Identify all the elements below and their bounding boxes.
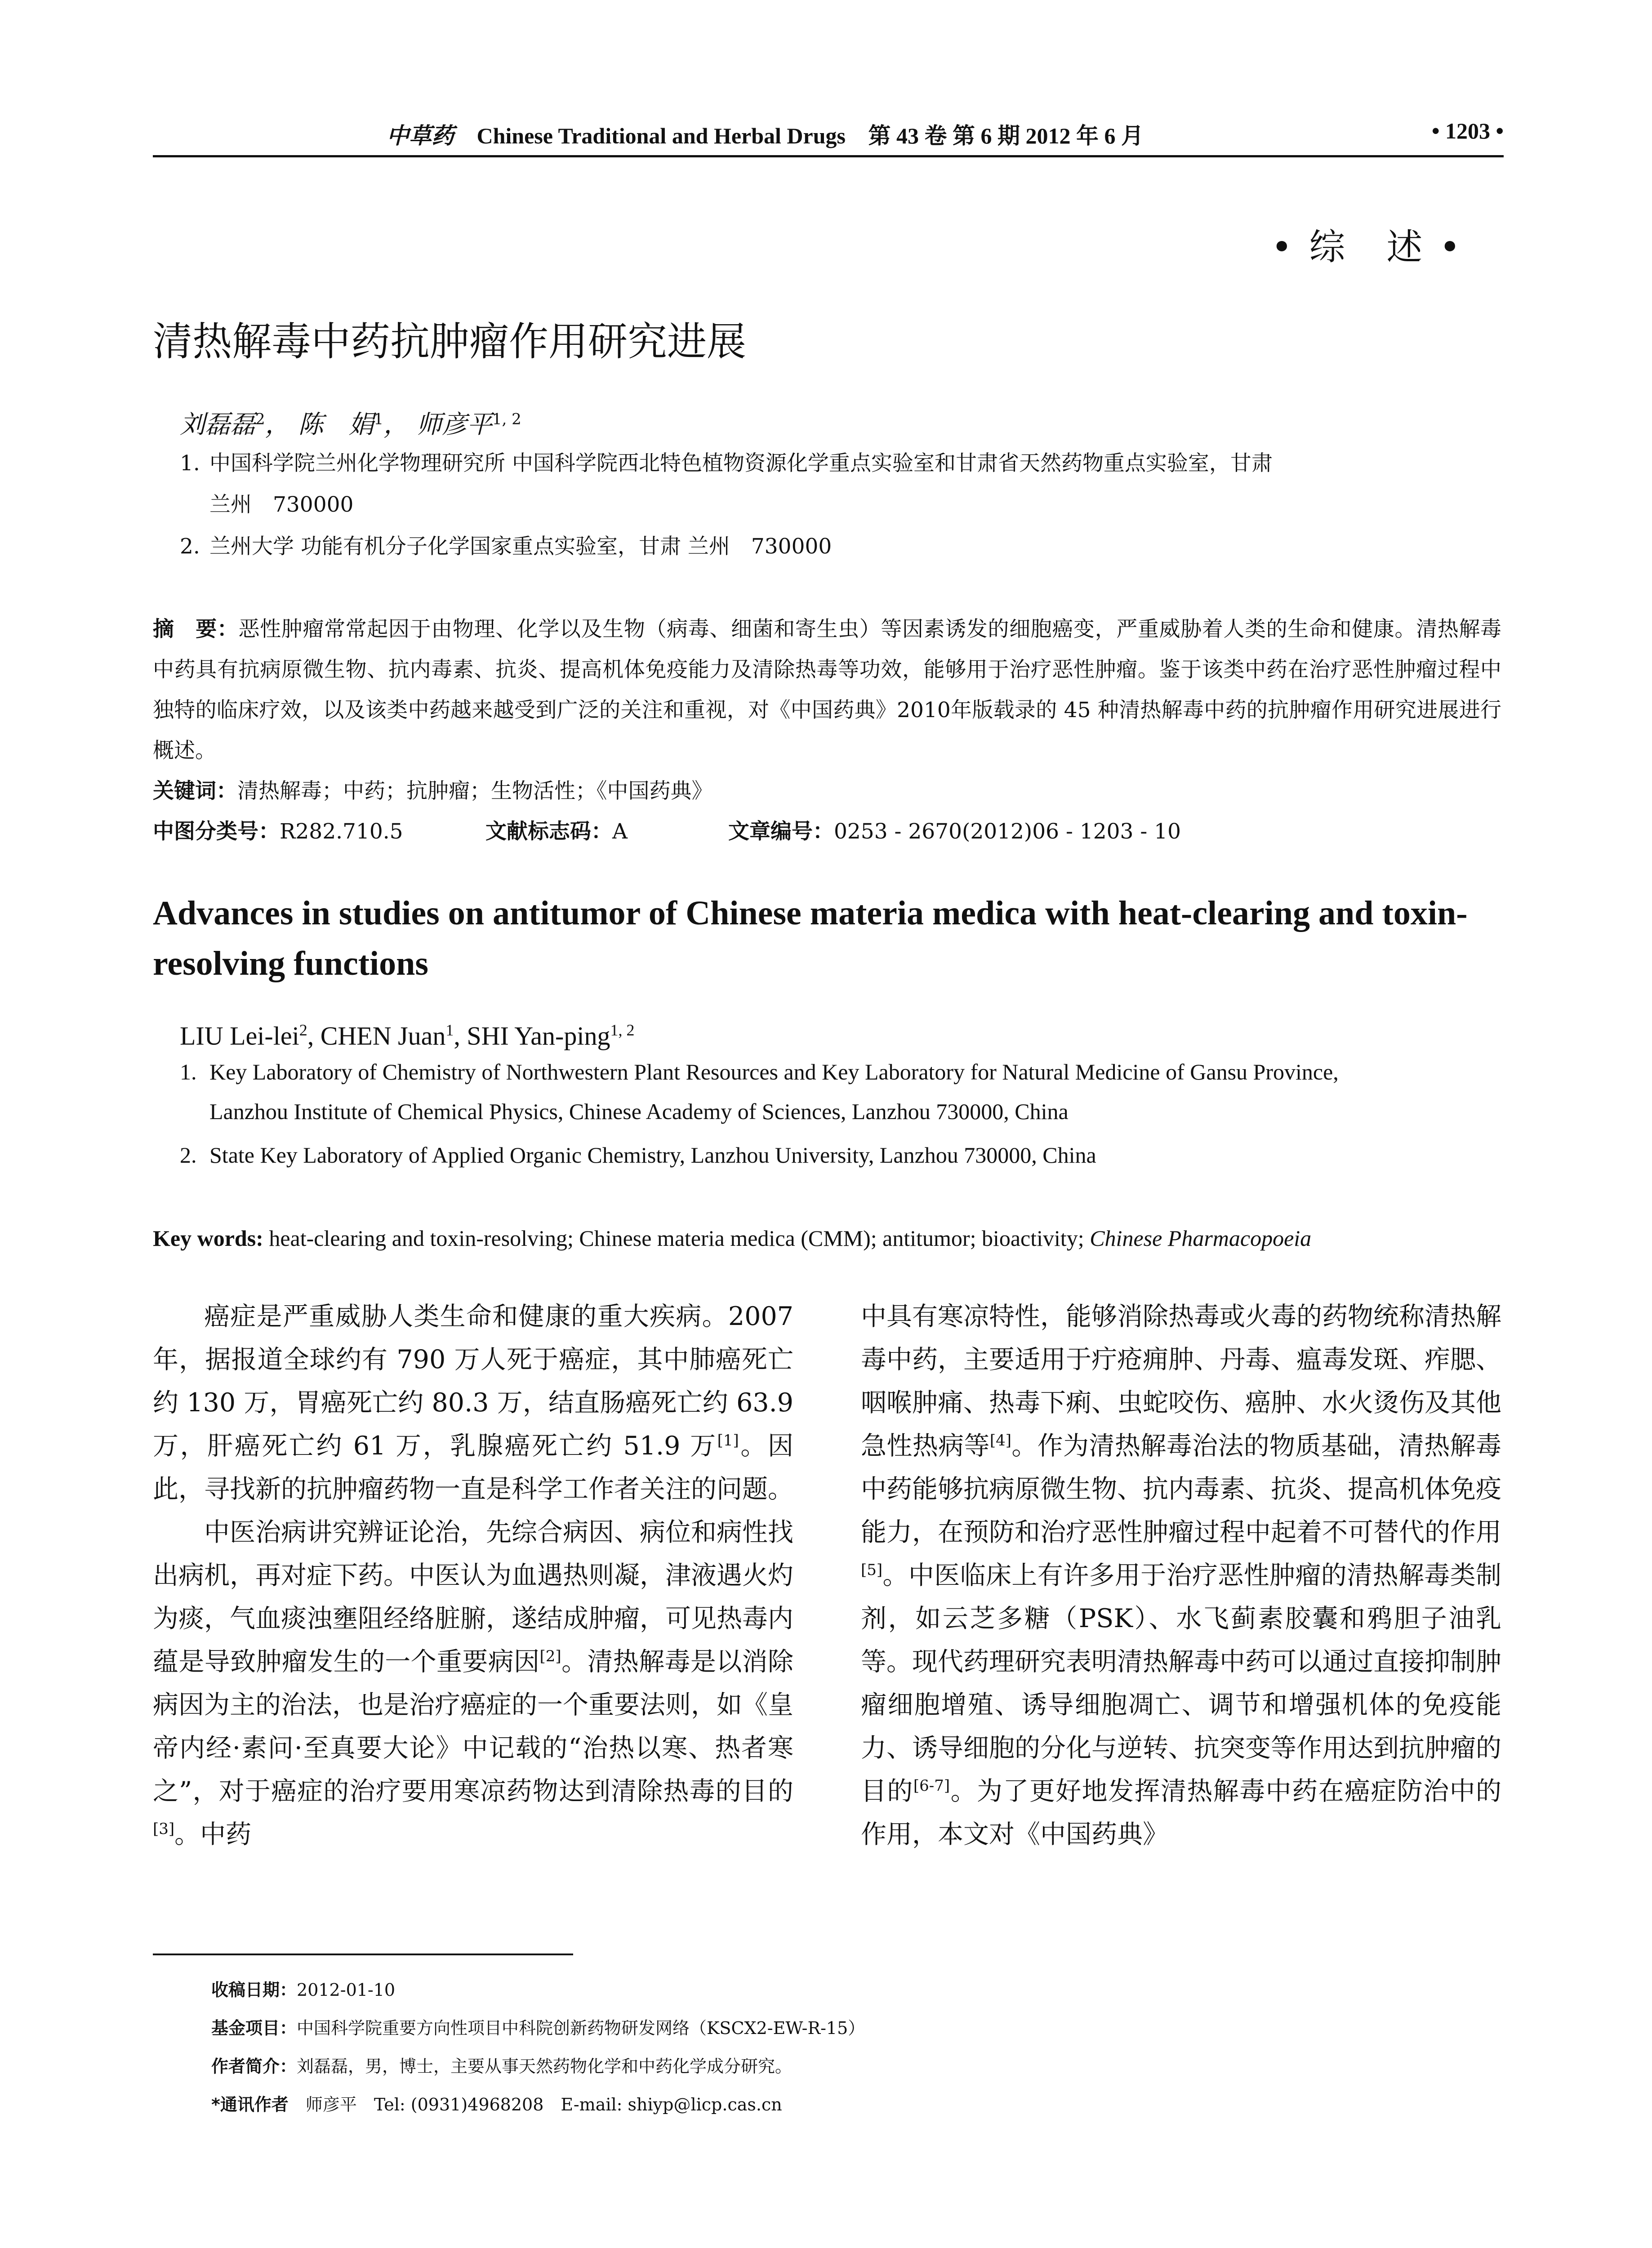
author-sup: 2 (299, 1021, 307, 1039)
footnote-funding: 基金项目：中国科学院重要方向性项目中科院创新药物研发网络（KSCX2-EW-R-15） (211, 2018, 865, 2038)
author-sup: 1, 2 (492, 410, 521, 428)
authors-en: LIU Lei-lei$^2$, CHEN Juan$^1$, SHI Yan-ping$^{1, 2}$ (180, 1021, 635, 1051)
affiliation-text: 中国科学院兰州化学物理研究所 中国科学院西北特色植物资源化学重点实验室和甘肃省天然药物重点实验室，甘肃 (209, 451, 1273, 476)
abstract-cn (153, 609, 1501, 771)
body-paragraph: 癌症是严重威胁人类生命和健康的重大疾病。2007 年，据报道全球约有 790 万人死于癌症，其中肺癌死亡约 130 万，胃癌死亡约 80.3 万，结直肠癌死亡约 63.9 万，肝癌死亡约 61 万，乳腺癌死亡约 51.9 万[1]。因此，寻找新的抗肿瘤药物一直是科学工作者关注的问题。 (153, 1302, 794, 1504)
classification-line (153, 812, 1501, 852)
affiliation-number: 2. (180, 534, 200, 559)
body-paragraph: 中医治病讲究辨证论治，先综合病因、病位和病性找出病机，再对症下药。中医认为血遇热则凝，津液遇火灼为痰，气血痰浊壅阻经络脏腑，遂结成肿瘤，可见热毒内蕴是导致肿瘤发生的一个重要病因[2]。清热解毒是以消除病因为主的治法，也是治疗癌症的一个重要法则，如《皇帝内经·素问·至真要大论》中记载的“治热以寒、热者寒之”，对于癌症的治疗要用寒凉药物达到清除热毒的目的[3]。中药 (153, 1517, 794, 1849)
affiliation-en-1 (180, 1052, 1510, 1131)
footnote-corresponding: *通讯作者 师彦平 Tel: (0931)4968208 E-mail: shiyp@licp.cas.cn (211, 2095, 782, 2114)
author-cn: 陈 娟 (298, 410, 374, 439)
affiliation-text-cont: Lanzhou Institute of Chemical Physics, Chinese Academy of Sciences, Lanzhou 730000, China (209, 1099, 1069, 1124)
affiliation-text: Key Laboratory of Chemistry of Northwestern Plant Resources and Key Laboratory for Natural Medicine of Gansu Province, (209, 1059, 1339, 1084)
footnote-author-bio: 作者简介：刘磊磊，男，博士，主要从事天然药物化学和中药化学成分研究。 (211, 2056, 793, 2076)
article-number-label: 文章编号： (728, 819, 834, 844)
keywords-en-text: heat-clearing and toxin-resolving; Chinese materia medica (CMM); antitumor; bioactivity; (269, 1226, 1084, 1251)
affiliation-en-2 (180, 1135, 1510, 1175)
clc-value: R282.710.5 (280, 819, 403, 844)
keywords-text: 清热解毒；中药；抗肿瘤；生物活性；《中国药典》 (237, 779, 713, 803)
author-sup: 1, 2 (610, 1021, 635, 1039)
doc-code-value: A (612, 819, 628, 844)
title-en: Advances in studies on antitumor of Chinese materia medica with heat-clearing and toxin-resolving functions (153, 894, 1468, 982)
page-number: • 1203 • (1431, 118, 1504, 143)
title-cn: 清热解毒中药抗肿瘤作用研究进展 (153, 318, 747, 365)
journal-issue: 第 43 卷 第 6 期 2012 年 6 月 (868, 123, 1144, 148)
keywords-en-label: Key words: (153, 1226, 263, 1251)
affiliation-text: State Key Laboratory of Applied Organic Chemistry, Lanzhou University, Lanzhou 730000, China (209, 1142, 1096, 1168)
affiliation-number: 1. (180, 1059, 197, 1084)
author-sup: 1 (374, 410, 384, 428)
abstract-label: 摘 要： (153, 617, 239, 642)
author-en: CHEN Juan (320, 1021, 446, 1051)
author-cn: 师彦平 (416, 410, 492, 439)
header-rule (153, 155, 1504, 157)
abstract-text: 恶性肿瘤常常起因于由物理、化学以及生物（病毒、细菌和寄生虫）等因素诱发的细胞癌变，严重威胁着人类的生命和健康。清热解毒中药具有抗病原微生物、抗内毒素、抗炎、提高机体免疫能力及清除热毒等功效，能够用于治疗恶性肿瘤。鉴于该类中药在治疗恶性肿瘤过程中独特的临床疗效，以及该类中药越来越受到广泛的关注和重视，对《中国药典》2010年版载录的 45 种清热解毒中药的抗肿瘤作用研究进展进行概述。 (153, 617, 1502, 763)
keywords-en (153, 1225, 1506, 1251)
affiliation-cn-1 (180, 443, 1501, 526)
footnote-rule (153, 1954, 573, 1955)
section-tag: • 综 述 • (1271, 226, 1463, 268)
affiliation-text: 兰州大学 功能有机分子化学国家重点实验室，甘肃 兰州 730000 (209, 534, 832, 559)
citation: [6-7] (913, 1777, 950, 1795)
body-column-right (861, 1295, 1501, 1856)
keywords-en-italic: Chinese Pharmacopoeia (1090, 1226, 1312, 1251)
body-paragraph: 中具有寒凉特性，能够消除热毒或火毒的药物统称清热解毒中药，主要适用于疔疮痈肿、丹毒、瘟毒发斑、痄腮、咽喉肿痛、热毒下痢、虫蛇咬伤、癌肿、水火烫伤及其他急性热病等[4]。作为清热解毒治法的物质基础，清热解毒中药能够抗病原微生物、抗内毒素、抗炎、提高机体免疫能力，在预防和治疗恶性肿瘤过程中起着不可替代的作用[5]。中医临床上有许多用于治疗恶性肿瘤的清热解毒类制剂，如云芝多糖（PSK）、水飞蓟素胶囊和鸦胆子油乳等。现代药理研究表明清热解毒中药可以通过直接抑制肿瘤细胞增殖、诱导细胞凋亡、调节和增强机体的免疫能力、诱导细胞的分化与逆转、抗突变等作用达到抗肿瘤的目的[6-7]。为了更好地发挥清热解毒中药在癌症防治中的作用，本文对《中国药典》 (861, 1302, 1502, 1849)
author-sup: 1 (445, 1021, 454, 1039)
citation: [2] (539, 1647, 561, 1665)
footnote-received: 收稿日期：2012-01-10 (211, 1980, 396, 2000)
journal-name-cn: 中草药 (387, 122, 454, 149)
citation: [4] (989, 1432, 1012, 1450)
running-header (153, 118, 1504, 154)
affiliation-text-cont: 兰州 730000 (209, 492, 354, 517)
author-en: LIU Lei-lei (180, 1021, 299, 1051)
journal-header (387, 118, 1144, 150)
body-column-left (153, 1295, 793, 1856)
journal-name-en: Chinese Traditional and Herbal Drugs (476, 123, 846, 148)
keywords-cn (153, 771, 1501, 812)
keywords-label: 关键词： (153, 779, 237, 803)
article-number-value: 0253 - 2670(2012)06 - 1203 - 10 (834, 819, 1181, 844)
author-en: SHI Yan-ping (467, 1021, 610, 1051)
authors-cn: 刘磊磊$^2$， 陈 娟$^1$， 师彦平$^{1, 2}$ (180, 410, 521, 439)
citation: [1] (717, 1432, 739, 1450)
doc-code-label: 文献标志码： (485, 819, 612, 844)
citation: [5] (861, 1561, 883, 1579)
affiliation-number: 2. (180, 1142, 197, 1168)
author-sup: 2 (255, 410, 265, 428)
affiliation-number: 1. (180, 451, 200, 476)
affiliation-cn-2 (180, 526, 1501, 567)
author-cn: 刘磊磊 (180, 410, 255, 439)
citation: [3] (153, 1820, 175, 1838)
clc-label: 中图分类号： (153, 819, 280, 844)
